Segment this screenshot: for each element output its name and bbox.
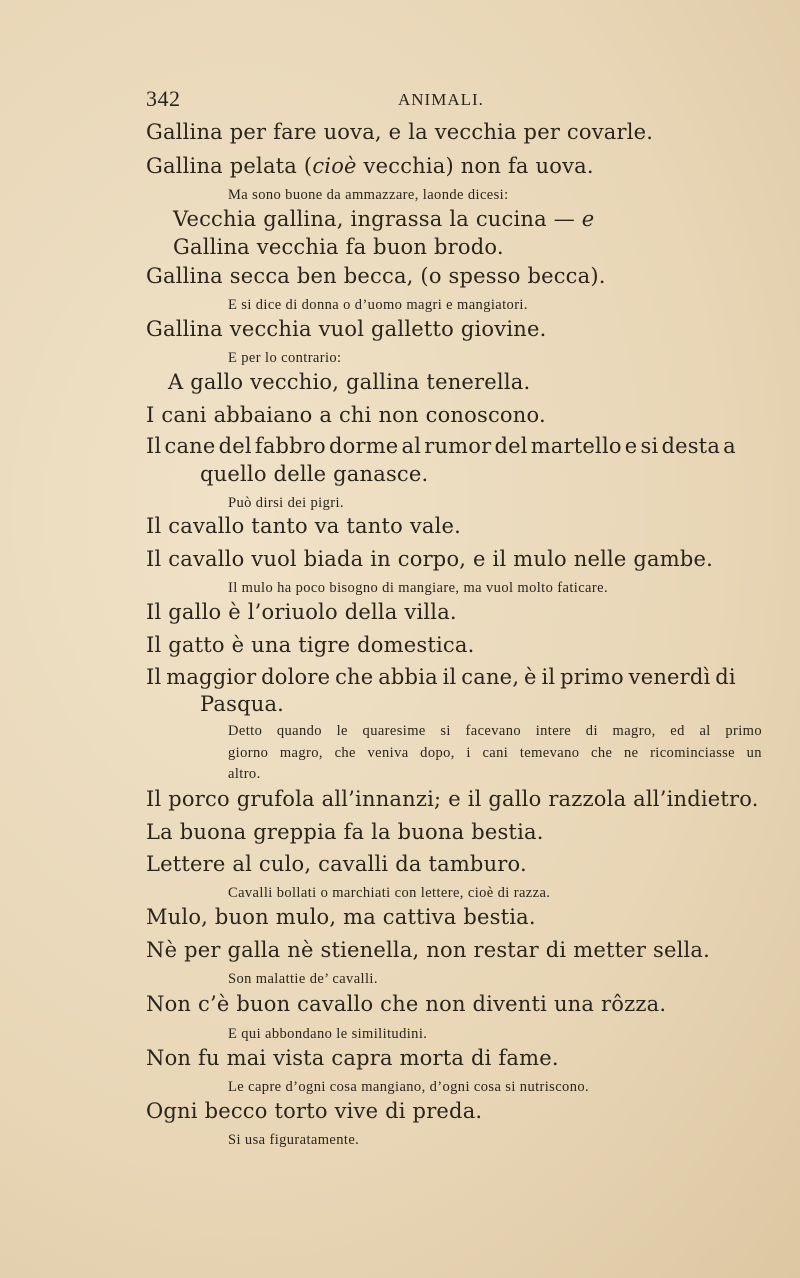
word: dolore [261, 665, 331, 689]
word: si [640, 434, 659, 458]
note-line: altro. [228, 766, 261, 782]
word: Il [146, 434, 162, 458]
note-line: Cavalli bollati o marchiati con lettere, cioè di razza. [228, 885, 551, 901]
word: si [440, 723, 451, 739]
proverb-line [146, 154, 594, 178]
proverb-line: Il cavallo tanto va tanto vale. [146, 514, 462, 538]
proverb-line: Il porco grufola all’innanzi; e il gallo razzola all’indietro. [146, 787, 759, 811]
proverb-line [173, 207, 594, 231]
word: dopo, [420, 745, 455, 761]
word: un [746, 745, 762, 761]
word: venerdì [628, 665, 711, 689]
word: abbia [378, 665, 438, 689]
word: martello [530, 434, 622, 458]
note-line: Può dirsi dei pigri. [228, 495, 344, 511]
proverb-line: Nè per galla nè stienella, non restar di metter sella. [146, 938, 711, 962]
word: dorme [328, 434, 399, 458]
word: di [585, 723, 598, 739]
word: facevano [465, 723, 522, 739]
word: cani [482, 745, 509, 761]
word: cane [164, 434, 216, 458]
word: al [401, 434, 422, 458]
proverb-line: Il cavallo vuol biada in corpo, e il mulo nelle gambe. [146, 547, 714, 571]
note-line: Son malattie de’ cavalli. [228, 971, 378, 987]
word: giorno [228, 745, 269, 761]
proverb-line: Non c’è buon cavallo che non diventi una rôzza. [146, 992, 667, 1016]
proverb-line: Mulo, buon mulo, ma cattiva bestia. [146, 905, 536, 929]
word: temevano [519, 745, 580, 761]
proverb-line: Ogni becco torto vive di preda. [146, 1099, 483, 1123]
word: Detto [228, 723, 263, 739]
word: maggior [166, 665, 257, 689]
word: che [335, 665, 374, 689]
proverb-line: Gallina secca ben becca, (o spesso becca). [146, 264, 606, 288]
word: il [442, 665, 457, 689]
proverb-line: Pasqua. [200, 692, 285, 716]
word: magro, [279, 745, 323, 761]
page-header [146, 86, 736, 112]
word: fabbro [254, 434, 326, 458]
proverb-line: Gallina per fare uova, e la vecchia per covarle. [146, 120, 654, 144]
word: primo [560, 665, 624, 689]
word: ricominciasse [650, 745, 735, 761]
proverb-line [146, 665, 736, 689]
word: quando [276, 723, 322, 739]
proverb-line: Lettere al culo, cavalli da tamburo. [146, 852, 527, 876]
proverb-line: I cani abbaiano a chi non conoscono. [146, 403, 546, 427]
word: del [218, 434, 252, 458]
word: del [494, 434, 528, 458]
note-line: Il mulo ha poco bisogno di mangiare, ma vuol molto faticare. [228, 580, 608, 596]
italic-span: e [581, 207, 595, 231]
note-line: Si usa figuratamente. [228, 1132, 360, 1148]
word: che [334, 745, 356, 761]
proverb-line: Gallina vecchia fa buon brodo. [173, 235, 504, 259]
text-span: vecchia) non fa uova. [356, 154, 594, 178]
proverb-line: quello delle ganasce. [200, 462, 429, 486]
word: è [524, 665, 537, 689]
note-line: E qui abbondano le similitudini. [228, 1026, 428, 1042]
proverb-line: Il gatto è una tigre domestica. [146, 633, 475, 657]
note-line: Le capre d’ogni cosa mangiano, d’ogni cosa si nutriscono. [228, 1079, 590, 1095]
text-span: Vecchia gallina, ingrassa la cucina — [173, 207, 582, 231]
word: ne [623, 745, 639, 761]
running-head: ANIMALI. [398, 90, 484, 109]
word: le [336, 723, 348, 739]
proverb-line [146, 434, 736, 458]
word: quaresime [362, 723, 426, 739]
note-line: E si dice di donna o d’uomo magri e mangiatori. [228, 297, 528, 313]
text-span: Gallina pelata ( [146, 154, 313, 178]
word: cane, [461, 665, 520, 689]
word: il [541, 665, 556, 689]
word: primo [725, 723, 762, 739]
word: rumor [424, 434, 492, 458]
note-line: Ma sono buone da ammazzare, laonde dicesi: [228, 187, 509, 203]
italic-span: cioè [312, 154, 357, 178]
proverb-line: A gallo vecchio, gallina tenerella. [168, 370, 531, 394]
word: intere [535, 723, 572, 739]
page-number: 342 [146, 86, 181, 111]
word: ed [670, 723, 685, 739]
word: di [715, 665, 736, 689]
word: i [466, 745, 471, 761]
word: al [699, 723, 711, 739]
word: desta [661, 434, 721, 458]
proverb-line: Gallina vecchia vuol galletto giovine. [146, 317, 547, 341]
word: a [723, 434, 736, 458]
word: veniva [367, 745, 409, 761]
note-line: E per lo contrario: [228, 350, 342, 366]
note-line [228, 723, 762, 740]
word: che [591, 745, 613, 761]
proverb-line: Non fu mai vista capra morta di fame. [146, 1046, 559, 1070]
proverb-line: La buona greppia fa la buona bestia. [146, 820, 544, 844]
word: magro, [612, 723, 656, 739]
note-line [228, 745, 762, 762]
word: e [624, 434, 638, 458]
proverb-line: Il gallo è l’oriuolo della villa. [146, 600, 457, 624]
word: Il [146, 665, 162, 689]
